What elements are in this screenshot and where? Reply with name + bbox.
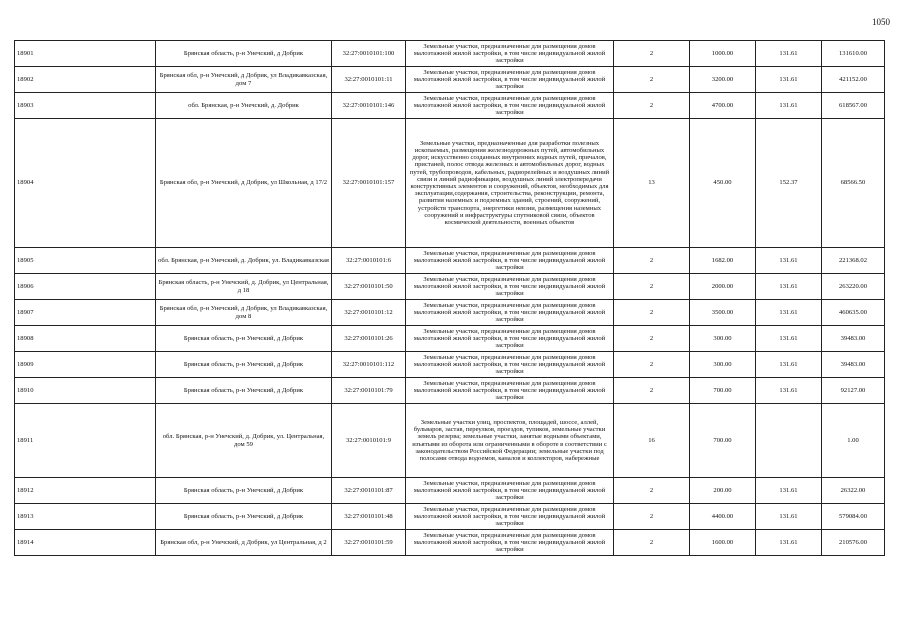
row-number: 18912 [15,478,156,504]
specific-value-cell: 131.61 [756,478,822,504]
area-cell: 700.00 [690,404,756,478]
cadastral-number-cell: 32:27:0010101:100 [332,41,406,67]
specific-value-cell: 131.61 [756,504,822,530]
specific-value-cell [756,404,822,478]
row-number: 18902 [15,67,156,93]
cadastral-value-cell: 68566.50 [822,119,885,248]
address-cell: Брянская область, р-н Унечский, д Добрик [156,378,332,404]
specific-value-cell: 131.61 [756,352,822,378]
table-row [15,352,885,378]
address-cell: Брянская обл, р-н Унечский, д Добрик, ул Владикавказская, дом 7 [156,67,332,93]
row-number: 18905 [15,248,156,274]
address-cell: Брянская область, р-н Унечский, д. Добрик, ул Центральная, д 18 [156,274,332,300]
area-cell: 3200.00 [690,67,756,93]
area-cell: 1000.00 [690,41,756,67]
area-cell: 1682.00 [690,248,756,274]
table-row [15,530,885,556]
row-number: 18911 [15,404,156,478]
address-cell: Брянская область, р-н Унечский, д Добрик [156,326,332,352]
area-cell: 200.00 [690,478,756,504]
area-cell: 450.00 [690,119,756,248]
cadastral-value-cell: 460635.00 [822,300,885,326]
cadastral-number-cell: 32:27:0010101:79 [332,378,406,404]
land-use-cell: Земельные участки, предназначенные для размещения домов малоэтажной жилой застройки, в том числе индивидуальной жилой застройки [406,378,614,404]
use-group-code-cell: 2 [614,67,690,93]
table-row [15,326,885,352]
land-use-cell: Земельные участки улиц, проспектов, площадей, шоссе, аллей, бульваров, застав, переулков, проездов, тупиков, земельные участки земель резерва; земельные участки, занятые водными объектами, изъятыми из оборота или ограниченными в обороте в соответствии с законодательством Российской Федерации; земельные участки под полосами отвода водоемов, каналов и коллекторов, набережные [406,404,614,478]
table-row [15,300,885,326]
specific-value-cell: 152.37 [756,119,822,248]
table-row [15,93,885,119]
table-row [15,378,885,404]
address-cell: Брянская обл, р-н Унечский, д Добрик, ул Школьная, д 17/2 [156,119,332,248]
use-group-code-cell: 16 [614,404,690,478]
area-cell: 3500.00 [690,300,756,326]
address-cell: Брянская область, р-н Унечский, д Добрик [156,478,332,504]
page-number: 1050 [872,17,890,27]
cadastral-number-cell: 32:27:0010101:6 [332,248,406,274]
table-row [15,248,885,274]
land-use-cell: Земельные участки, предназначенные для размещения домов малоэтажной жилой застройки, в том числе индивидуальной жилой застройки [406,274,614,300]
area-cell: 4700.00 [690,93,756,119]
table-row [15,478,885,504]
use-group-code-cell: 2 [614,248,690,274]
specific-value-cell: 131.61 [756,300,822,326]
land-use-cell: Земельные участки, предназначенные для размещения домов малоэтажной жилой застройки, в том числе индивидуальной жилой застройки [406,530,614,556]
cadastral-value-cell: 39483.00 [822,326,885,352]
row-number: 18910 [15,378,156,404]
use-group-code-cell: 13 [614,119,690,248]
cadastral-value-cell: 92127.00 [822,378,885,404]
area-cell: 2000.00 [690,274,756,300]
cadastral-value-cell: 131610.00 [822,41,885,67]
table-row [15,67,885,93]
land-use-cell: Земельные участки, предназначенные для размещения домов малоэтажной жилой застройки, в том числе индивидуальной жилой застройки [406,41,614,67]
land-use-cell: Земельные участки, предназначенные для размещения домов малоэтажной жилой застройки, в том числе индивидуальной жилой застройки [406,248,614,274]
area-cell: 700.00 [690,378,756,404]
specific-value-cell: 131.61 [756,67,822,93]
cadastral-value-cell: 26322.00 [822,478,885,504]
address-cell: Брянская обл, р-н Унечский, д Добрик, ул Центральная, д 2 [156,530,332,556]
row-number: 18904 [15,119,156,248]
cadastral-value-cell: 421152.00 [822,67,885,93]
use-group-code-cell: 2 [614,530,690,556]
cadastral-number-cell: 32:27:0010101:87 [332,478,406,504]
cadastral-value-table [14,40,885,556]
use-group-code-cell: 2 [614,274,690,300]
use-group-code-cell: 2 [614,504,690,530]
use-group-code-cell: 2 [614,478,690,504]
row-number: 18913 [15,504,156,530]
land-use-cell: Земельные участки, предназначенные для размещения домов малоэтажной жилой застройки, в том числе индивидуальной жилой застройки [406,93,614,119]
area-cell: 1600.00 [690,530,756,556]
specific-value-cell: 131.61 [756,530,822,556]
address-cell: Брянская область, р-н Унечский, д Добрик [156,504,332,530]
land-use-cell: Земельные участки, предназначенные для размещения домов малоэтажной жилой застройки, в том числе индивидуальной жилой застройки [406,504,614,530]
table-row [15,274,885,300]
specific-value-cell: 131.61 [756,274,822,300]
use-group-code-cell: 2 [614,378,690,404]
land-use-cell: Земельные участки, предназначенные для размещения домов малоэтажной жилой застройки, в том числе индивидуальной жилой застройки [406,478,614,504]
cadastral-value-cell: 1.00 [822,404,885,478]
land-use-cell: Земельные участки, предназначенные для размещения домов малоэтажной жилой застройки, в том числе индивидуальной жилой застройки [406,352,614,378]
specific-value-cell: 131.61 [756,326,822,352]
use-group-code-cell: 2 [614,352,690,378]
table-row [15,404,885,478]
address-cell: Брянская область, р-н Унечский, д Добрик [156,41,332,67]
address-cell: обл. Брянская, р-н Унечский, д. Добрик, ул. Владикавказская [156,248,332,274]
row-number: 18914 [15,530,156,556]
cadastral-number-cell: 32:27:0010101:146 [332,93,406,119]
specific-value-cell: 131.61 [756,93,822,119]
area-cell: 4400.00 [690,504,756,530]
row-number: 18906 [15,274,156,300]
cadastral-number-cell: 32:27:0010101:59 [332,530,406,556]
area-cell: 300.00 [690,352,756,378]
cadastral-number-cell: 32:27:0010101:11 [332,67,406,93]
land-use-cell: Земельные участки, предназначенные для размещения домов малоэтажной жилой застройки, в том числе индивидуальной жилой застройки [406,326,614,352]
use-group-code-cell: 2 [614,300,690,326]
cadastral-value-cell: 618567.00 [822,93,885,119]
cadastral-number-cell: 32:27:0010101:9 [332,404,406,478]
specific-value-cell: 131.61 [756,248,822,274]
cadastral-value-cell: 39483.00 [822,352,885,378]
land-use-cell: Земельные участки, предназначенные для разработки полезных ископаемых, размещения железнодорожных путей, автомобильных дорог, искусственно созданных внутренних водных путей, причалов, пристаней, полос отвода железных и автомобильных дорог, водных путей, трубопроводов, кабельных, радиорелейных и воздушных линий связи и линий радиофикации, воздушных линий электропередачи конструктивных элементов и сооружений, объектов, необходимых для эксплуатации,содержания, строительства, реконструкции, ремонта, развития наземных и подземных зданий, строений, сооружений, устройств транспорта, энергетики невзии, размещения наземных сооружений и инфраструктуры спутниковой связи, объектов космической деятельности, военных объектов [406,119,614,248]
cadastral-number-cell: 32:27:0010101:157 [332,119,406,248]
address-cell: Брянская обл, р-н Унечский, д Добрик, ул Владикавказская, дом 8 [156,300,332,326]
land-use-cell: Земельные участки, предназначенные для размещения домов малоэтажной жилой застройки, в том числе индивидуальной жилой застройки [406,67,614,93]
row-number: 18909 [15,352,156,378]
table-row [15,504,885,530]
address-cell: обл. Брянская, р-н Унечский, д. Добрик, ул. Центральная, дом 59 [156,404,332,478]
address-cell: обл. Брянская, р-н Унечский, д. Добрик [156,93,332,119]
cadastral-number-cell: 32:27:0010101:48 [332,504,406,530]
table-body [15,41,885,556]
table-row [15,41,885,67]
row-number: 18908 [15,326,156,352]
cadastral-number-cell: 32:27:0010101:12 [332,300,406,326]
use-group-code-cell: 2 [614,93,690,119]
row-number: 18907 [15,300,156,326]
row-number: 18901 [15,41,156,67]
address-cell: Брянская область, р-н Унечский, д Добрик [156,352,332,378]
cadastral-number-cell: 32:27:0010101:50 [332,274,406,300]
cadastral-number-cell: 32:27:0010101:112 [332,352,406,378]
specific-value-cell: 131.61 [756,378,822,404]
row-number: 18903 [15,93,156,119]
specific-value-cell: 131.61 [756,41,822,67]
use-group-code-cell: 2 [614,41,690,67]
cadastral-value-cell: 263220.00 [822,274,885,300]
cadastral-value-cell: 210576.00 [822,530,885,556]
cadastral-value-cell: 579084.00 [822,504,885,530]
land-use-cell: Земельные участки, предназначенные для размещения домов малоэтажной жилой застройки, в том числе индивидуальной жилой застройки [406,300,614,326]
cadastral-number-cell: 32:27:0010101:26 [332,326,406,352]
use-group-code-cell: 2 [614,326,690,352]
cadastral-value-cell: 221368.02 [822,248,885,274]
area-cell: 300.00 [690,326,756,352]
table-row [15,119,885,248]
